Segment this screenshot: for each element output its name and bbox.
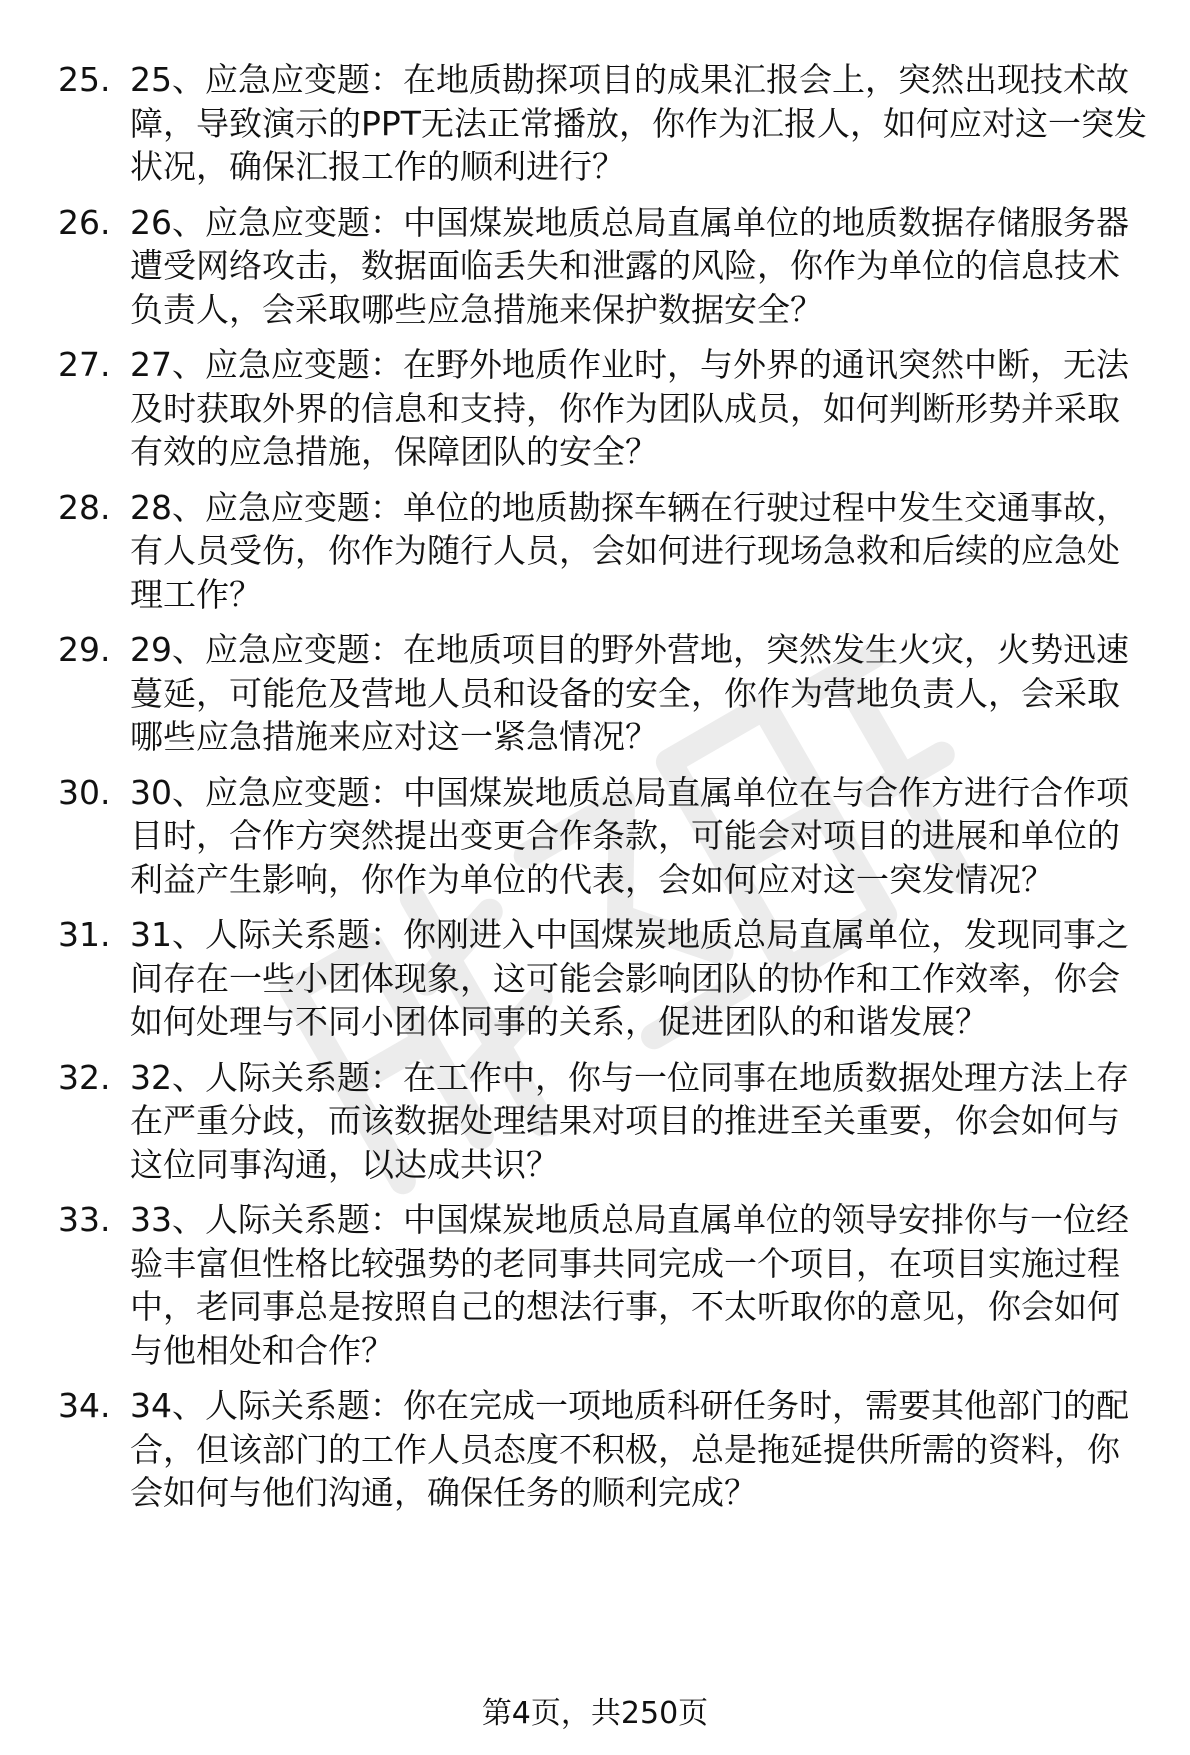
question-text: 32、人际关系题：在工作中，你与一位同事在地质数据处理方法上存在严重分歧，而该数据处理结果对项目的推进至关重要，你会如何与这位同事沟通，以达成共识？: [130, 1057, 1129, 1184]
question-item-27: [58, 343, 1148, 474]
question-text: 29、应急应变题：在地质项目的野外营地，突然发生火灾，火势迅速蔓延，可能危及营地人员和设备的安全，你作为营地负责人，会采取哪些应急措施来应对这一紧急情况？: [130, 630, 1129, 756]
question-text: 34、人际关系题：你在完成一项地质科研任务时，需要其他部门的配合，但该部门的工作人员态度不积极，总是拖延提供所需的资料，你会如何与他们沟通，确保任务的顺利完成？: [130, 1386, 1129, 1512]
question-text: 26、应急应变题：中国煤炭地质总局直属单位的地质数据存储服务器遭受网络攻击，数据面临丢失和泄露的风险，你作为单位的信息技术负责人，会采取哪些应急措施来保护数据安全？: [130, 202, 1129, 329]
question-text: 27、应急应变题：在野外地质作业时，与外界的通讯突然中断，无法及时获取外界的信息和支持，你作为团队成员，如何判断形势并采取有效的应急措施，保障团队的安全？: [130, 345, 1129, 471]
question-text: 25、应急应变题：在地质勘探项目的成果汇报会上，突然出现技术故障，导致演示的PPT无法正常播放，你作为汇报人，如何应对这一突发状况，确保汇报工作的顺利进行？: [130, 60, 1147, 186]
question-number: 29.: [58, 630, 111, 669]
question-item-28: [58, 486, 1148, 617]
question-item-32: [58, 1056, 1148, 1187]
question-item-26: [58, 201, 1148, 332]
question-item-30: [58, 771, 1148, 902]
question-text: 33、人际关系题：中国煤炭地质总局直属单位的领导安排你与一位经验丰富但性格比较强势的老同事共同完成一个项目，在项目实施过程中，老同事总是按照自己的想法行事，不太听取你的意见，你会如何与他相处和合作？: [130, 1200, 1129, 1370]
question-item-34: [58, 1384, 1148, 1515]
question-number: 27.: [58, 345, 111, 384]
question-item-25: [58, 58, 1148, 189]
question-item-29: [58, 628, 1148, 759]
question-number: 26.: [58, 202, 111, 242]
question-item-33: [58, 1198, 1148, 1372]
question-text: 28、应急应变题：单位的地质勘探车辆在行驶过程中发生交通事故，有人员受伤，你作为随行人员，会如何进行现场急救和后续的应急处理工作？: [130, 487, 1129, 614]
question-number: 31.: [58, 915, 111, 954]
question-list: [58, 58, 1148, 1527]
question-item-31: [58, 913, 1148, 1044]
question-text: 31、人际关系题：你刚进入中国煤炭地质总局直属单位，发现同事之间存在一些小团体现象，这可能会影响团队的协作和工作效率，你会如何处理与不同小团体同事的关系，促进团队的和谐发展？: [130, 915, 1129, 1041]
question-number: 28.: [58, 487, 111, 527]
question-number: 30.: [58, 772, 111, 812]
question-number: 34.: [58, 1386, 111, 1425]
question-number: 25.: [58, 60, 111, 99]
question-number: 32.: [58, 1057, 111, 1097]
page-footer: 第4页，共250页: [481, 1696, 709, 1731]
question-number: 33.: [58, 1200, 111, 1239]
question-text: 30、应急应变题：中国煤炭地质总局直属单位在与合作方进行合作项目时，合作方突然提出变更合作条款，可能会对项目的进展和单位的利益产生影响，你作为单位的代表，会如何应对这一突发情况？: [130, 772, 1129, 899]
